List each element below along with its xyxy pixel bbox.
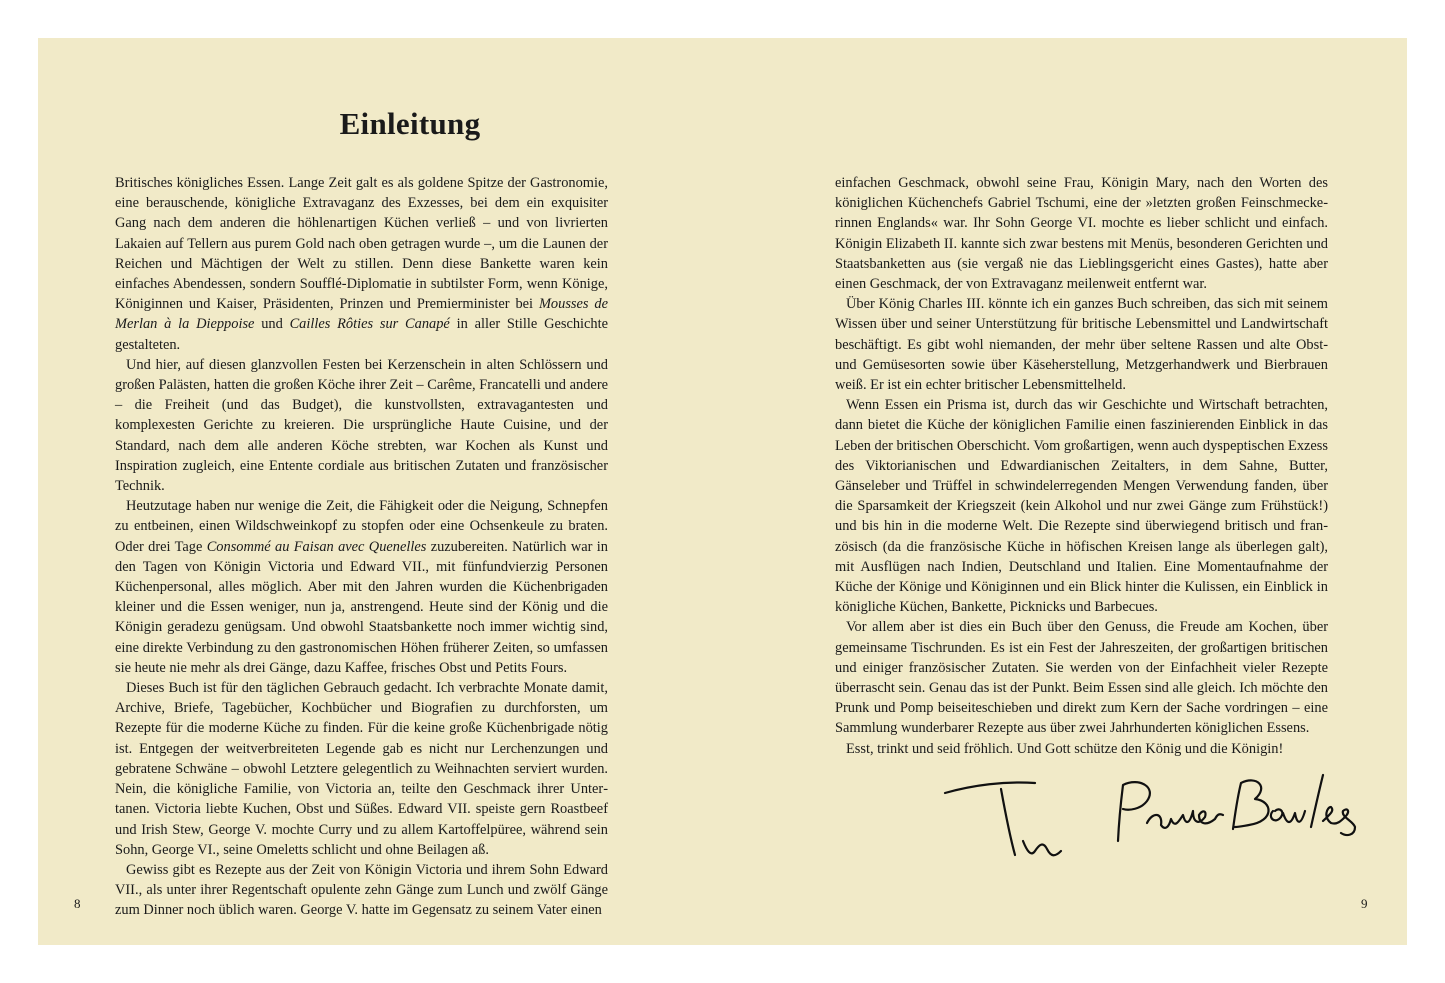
dish-name: Cailles Rôties sur Canapé xyxy=(289,316,450,333)
right-page-text xyxy=(835,173,1328,759)
paragraph: Esst, trinkt und seid fröhlich. Und Gott schütze den König und die Königin! xyxy=(846,740,1284,757)
paragraph: Gewiss gibt es Rezepte aus der Zeit von Königin Victoria und ihrem Sohn Edward VII., als unter ihrer Regentschaft opulente zehn Gänge zum Lunch und zwölf Gänge zum Dinner noch üblich waren. George V. hatte im Gegensatz zu seinem Vater einen xyxy=(115,861,608,919)
paragraph-text: zuzubereiten. Natürlich war in den Tagen von Königin Victoria und Edward VII., mit fünfundvierzig Personen Küchenpersonal, alles möglich. Aber mit den Jahren wurden die Küchenbrigaden kleiner und die Essen weniger, nun ja, anstrengend. Heute sind der König und die Königin geradezu genügsam. Und obwohl Staatsbankette noch immer wichtig sind, eine direkte Verbindung zu den gastronomischen Höhen früherer Zeiten, so umfassen sie heute nie mehr als drei Gänge, dazu Kaffee, frisches Obst und Petits Fours. xyxy=(115,538,608,676)
paragraph: Und hier, auf diesen glanzvollen Festen bei Kerzenschein in alten Schlössern und großen Palästen, hatten die großen Köche ihrer Zeit – Carême, Francatelli und andere – die Freiheit (und das Budget), die kunstvollsten, extravagantesten und komplexesten Gerichte zu kreieren. Die ursprüngliche Haute Cuisine, und der Standard, nach dem alle anderen Köche strebten, war Kochen als Kunst und Inspiration zugleich, eine Entente cordiale aus britischen Zutaten und französischer Technik. xyxy=(115,356,608,495)
paragraph-text: in aller Stille Geschichte gestalteten. xyxy=(115,316,609,353)
signature-drawing xyxy=(943,771,1373,871)
paragraph: einfachen Geschmack, obwohl seine Frau, Königin Mary, nach den Worten des königlichen Küchenchefs Gabriel Tschumi, eine der »letzten großen Feinschmeckerinnen Englands« war. Ihr Sohn George VI. mochte es lieber schlicht und einfach. Königin Elizabeth II. kannte sich zwar bestens mit Menüs, besonderen Gerichten und Staatsbanketten aus (sie vergaß nie das Lieblingsgericht eines Gastes), hatte aber einen Geschmack, der von Extravaganz meilenweit entfernt war. xyxy=(835,175,1328,293)
paragraph-text: Britisches königliches Essen. Lange Zeit galt es als goldene Spitze der Gastronomie, eine berauschende, königliche Extravaganz des Exzesses, bei dem ein exquisiter Gang nach dem anderen die höhlenartigen Küchen verließ – und von livrierten Lakaien auf Tellern aus purem Gold nach oben getragen wurde –, um die Launen der Reichen und Mächtigen der Welt zu stillen. Denn diese Bankette waren kein einfaches Abendessen, sondern Soufflé-Diplomatie in subtilster Form, wenn Könige, Königinnen und Kaiser, Präsidenten, Prinzen und Premierminister bei xyxy=(115,175,608,313)
paragraph: Vor allem aber ist dies ein Buch über den Genuss, die Freude am Kochen, über gemeinsame Tischrunden. Es ist ein Fest der Jahreszeiten, der großartigen britischen und einiger französischer Zutaten. Sie werden von der Einfachheit vieler Rezepte überrascht sein. Genau das ist der Punkt. Beim Essen sind alle gleich. Ich möchte den Prunk und Pomp beiseiteschieben und direkt zum Kern der Sache vordringen – eine Sammlung wunderbarer Rezepte aus über zwei Jahrhunderten königlichen Essens. xyxy=(835,619,1328,737)
paragraph-text: Heutzutage haben nur wenige die Zeit, die Fähigkeit oder die Neigung, Schnepfen zu entbeinen, einen Wildschweinkopf zu stopfen oder eine Ochsenkeule zu braten. Oder drei Tage xyxy=(115,498,608,555)
left-page-text xyxy=(115,173,608,921)
paragraph: Dieses Buch ist für den täglichen Gebrauch gedacht. Ich verbrachte Monate damit, Archive, Briefe, Tagebücher, Kochbücher und Biografien zu durchforsten, um Rezepte für die moderne Küche zu finden. Für die keine große Küchenbrigade nötig ist. Entgegen der weitverbreiteten Legende gab es nicht nur Lerchenzungen und gebratene Schwäne – obwohl Letztere gelegentlich zu Weihnachten serviert wurden. Nein, die königliche Familie, von Victoria an, teilte den Geschmack ihrer Untertanen. Victoria liebte Kuchen, Obst und Süßes. Edward VII. speiste gern Roastbeef und Irish Stew, George V. mochte Curry und zu allem Kartoffelpüree, während sein Sohn, George VI., seine Omeletts schlicht und ohne Beilagen aß. xyxy=(115,680,608,858)
dish-name: Mousses de Merlan à la Dieppoise xyxy=(115,296,608,333)
paragraph xyxy=(115,496,608,678)
book-spread xyxy=(38,38,1407,945)
dish-name: Consommé au Faisan avec Quenelles xyxy=(206,538,427,555)
paragraph-text: und xyxy=(254,316,290,333)
paragraph xyxy=(115,173,608,355)
paragraph: Wenn Essen ein Prisma ist, durch das wir Geschichte und Wirtschaft betrachten, dann bietet die Küche der königlichen Familie einen faszinierenden Einblick in das Leben der britischen Oberschicht. Vom großartigen, wenn auch dyspeptischen Exzess des Viktorianischen und Edwardianischen Zeitalters, in dem Sahne, Butter, Gänseleber und Trüffel in schwindelerregenden Mengen Verwendung fanden, über die Sparsamkeit der Kriegszeit (kein Alkohol und nur zwei Gänge zum Frühstück!) und bis hin in die moderne Welt. Die Rezepte sind überwiegend britisch und französisch (da die französische Küche in höfischen Kreisen lange als überlegen galt), mit Ausflügen nach Indien, Deutschland und Italien. Eine Momentaufnahme der Küche der Könige und Königinnen und ein Blick hinter die Kulissen, ein Einblick in königliche Küchen, Bankette, Picknicks und Barbecues. xyxy=(835,397,1329,616)
page-number-left: 8 xyxy=(74,896,81,911)
page-number-right: 9 xyxy=(1361,896,1368,911)
paragraph: Über König Charles III. könnte ich ein ganzes Buch schreiben, das sich mit seinem Wissen über und seiner Unterstützung für britische Lebensmittel und Landwirtschaft beschäftigt. Es gibt wohl niemanden, der mehr über seltene Rassen und alte Obst- und Gemüsesorten sowie über Käseherstellung, Metzgerhandwerk und Bierbrauen weiß. Er ist ein echter britischer Lebensmittelheld. xyxy=(835,296,1328,394)
page-title: Einleitung xyxy=(339,106,481,141)
author-signature xyxy=(943,771,1373,871)
